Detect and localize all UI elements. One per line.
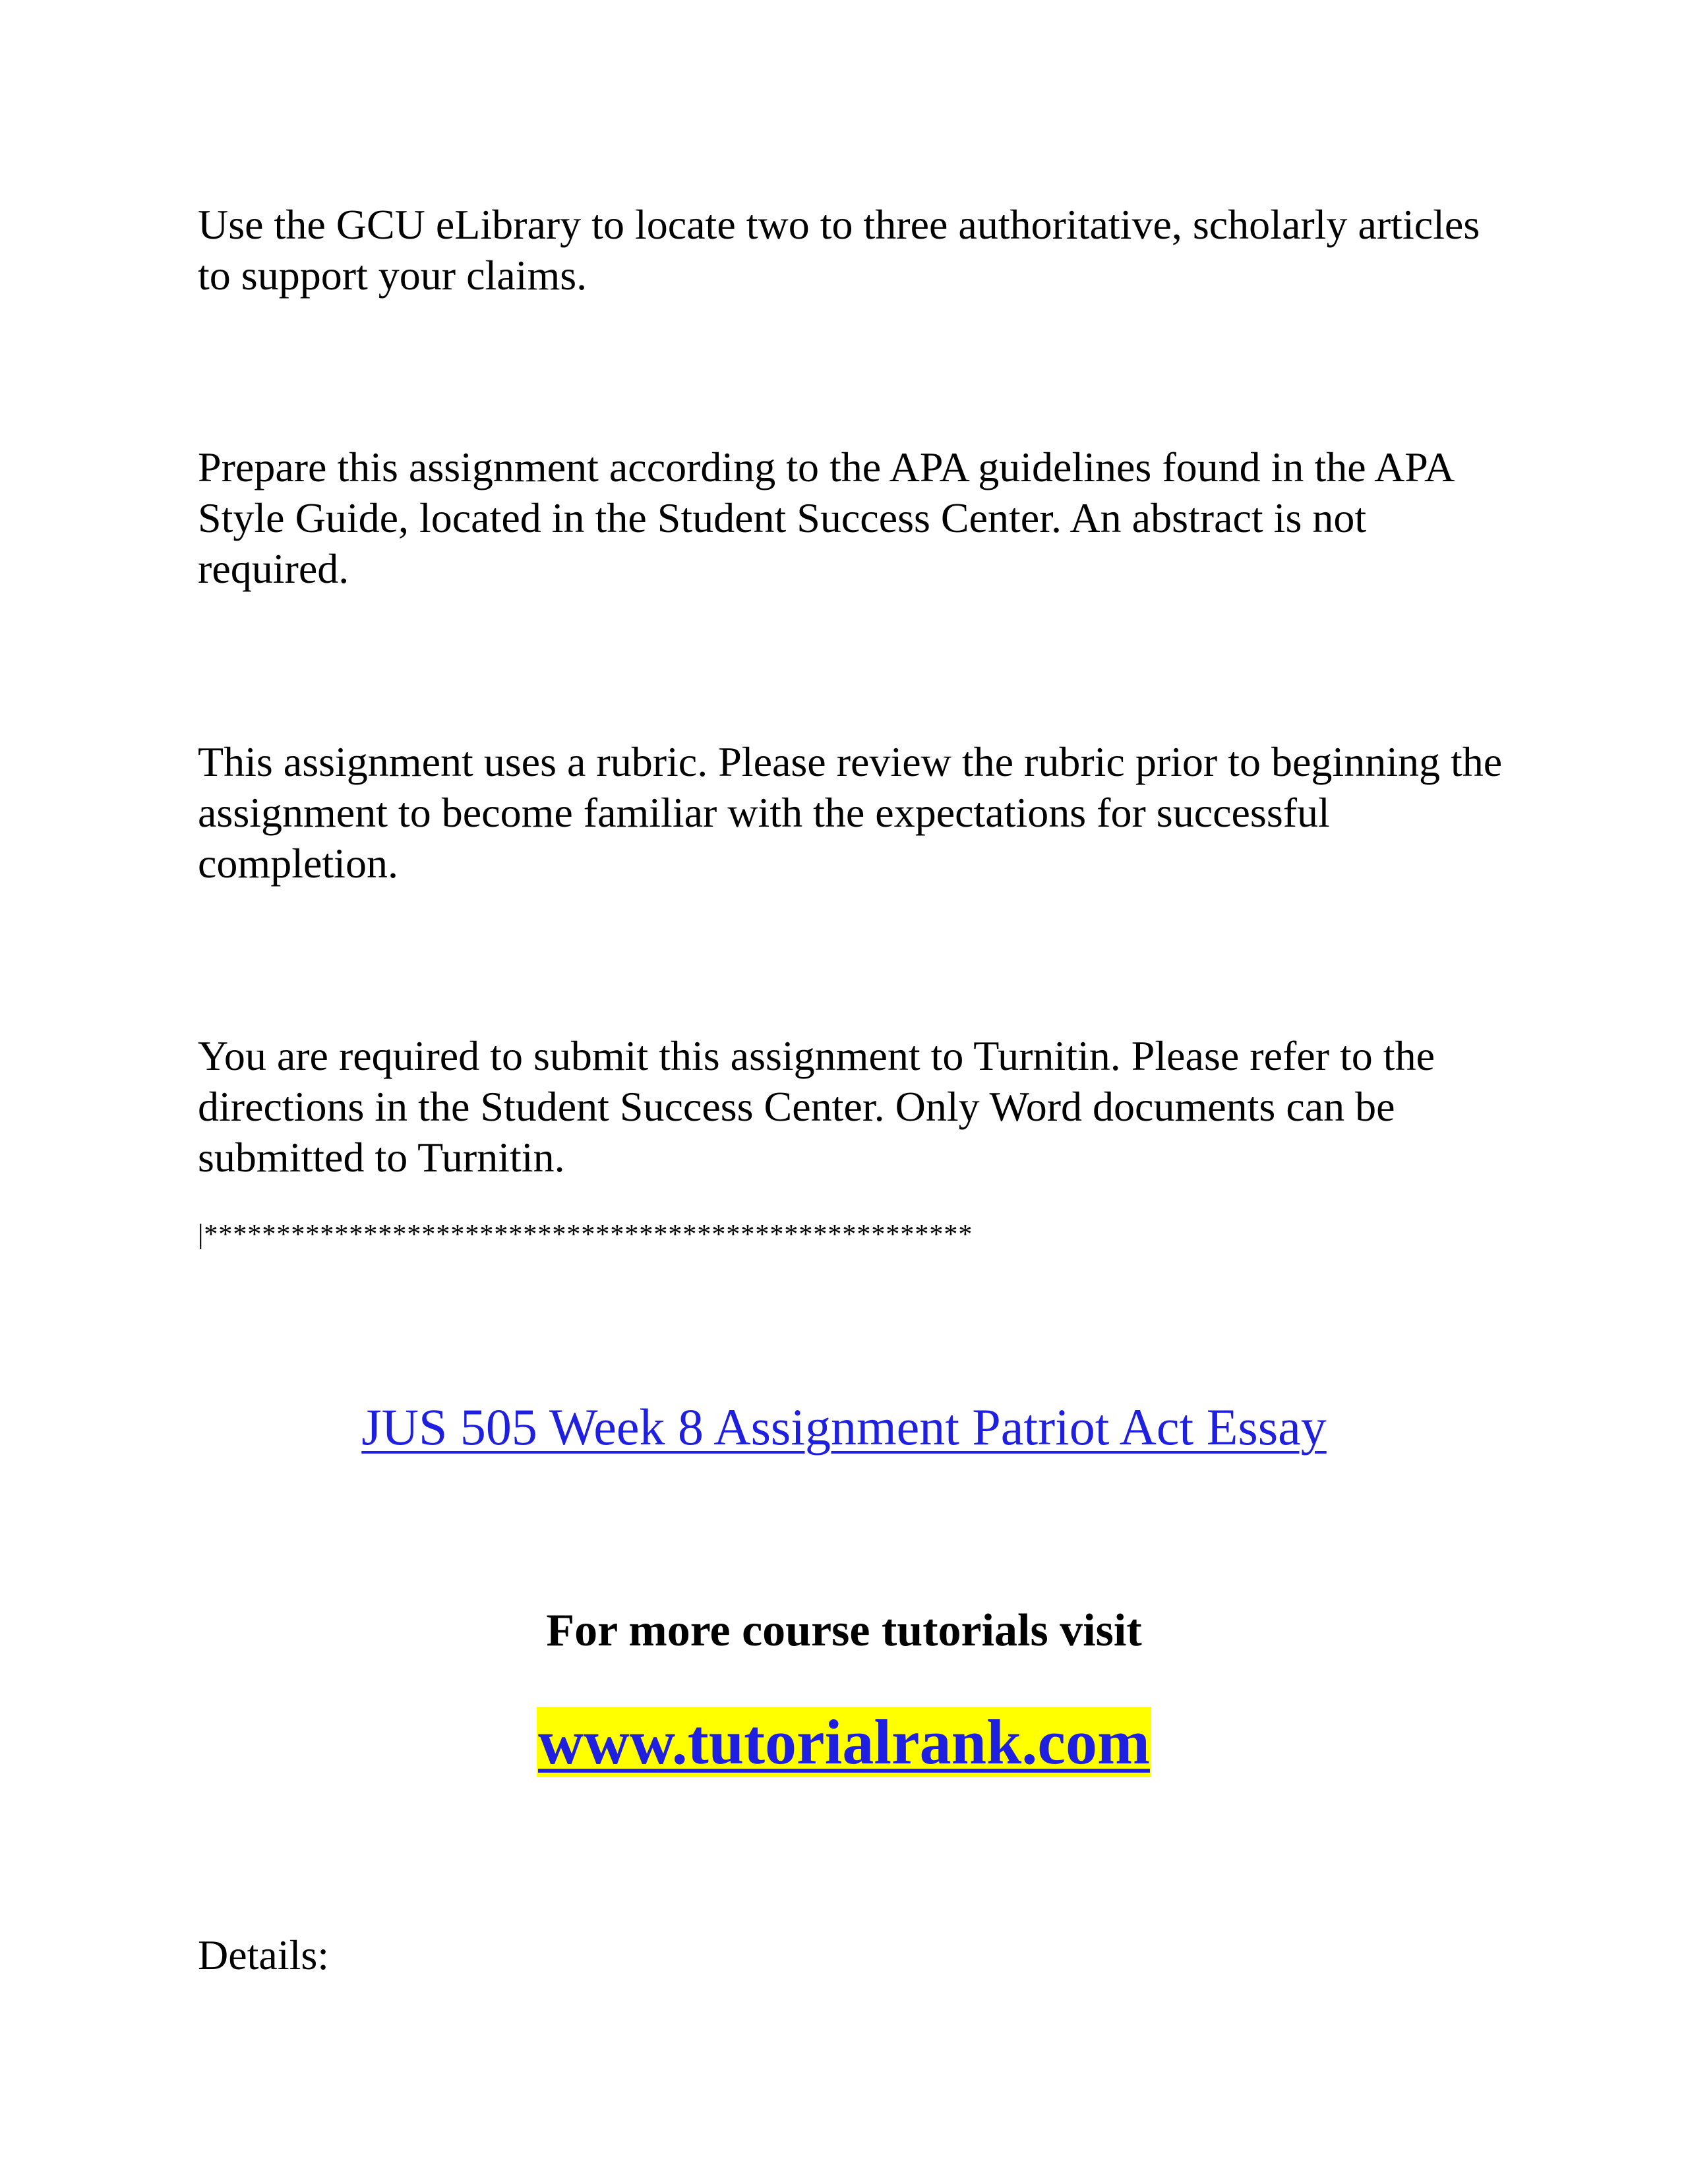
site-link-line	[0, 1706, 1688, 1779]
more-tutorials-heading: For more course tutorials visit	[546, 1605, 1142, 1656]
asterisk-separator: |*****************************************************	[198, 1220, 973, 1250]
paragraph-turnitin: You are required to submit this assignment to Turnitin. Please refer to the directions in the Student Success Center. Only Word documents can be submitted to Turnitin.	[198, 1032, 1435, 1181]
tutorialrank-link[interactable]: www.tutorialrank.com	[538, 1707, 1150, 1777]
paragraph-apa-guidelines: Prepare this assignment according to the APA guidelines found in the APA Style Guide, located in the Student Success Center. An abstract is not required.	[198, 444, 1453, 592]
essay-title-link[interactable]: JUS 505 Week 8 Assignment Patriot Act Essay	[361, 1398, 1327, 1456]
paragraph-elibrary: Use the GCU eLibrary to locate two to three authoritative, scholarly articles to support your claims.	[198, 201, 1480, 299]
paragraph-rubric: This assignment uses a rubric. Please review the rubric prior to beginning the assignment to become familiar with the expectations for successful completion.	[198, 738, 1503, 887]
details-label: Details:	[198, 1932, 330, 1978]
essay-title-line	[0, 1396, 1688, 1458]
